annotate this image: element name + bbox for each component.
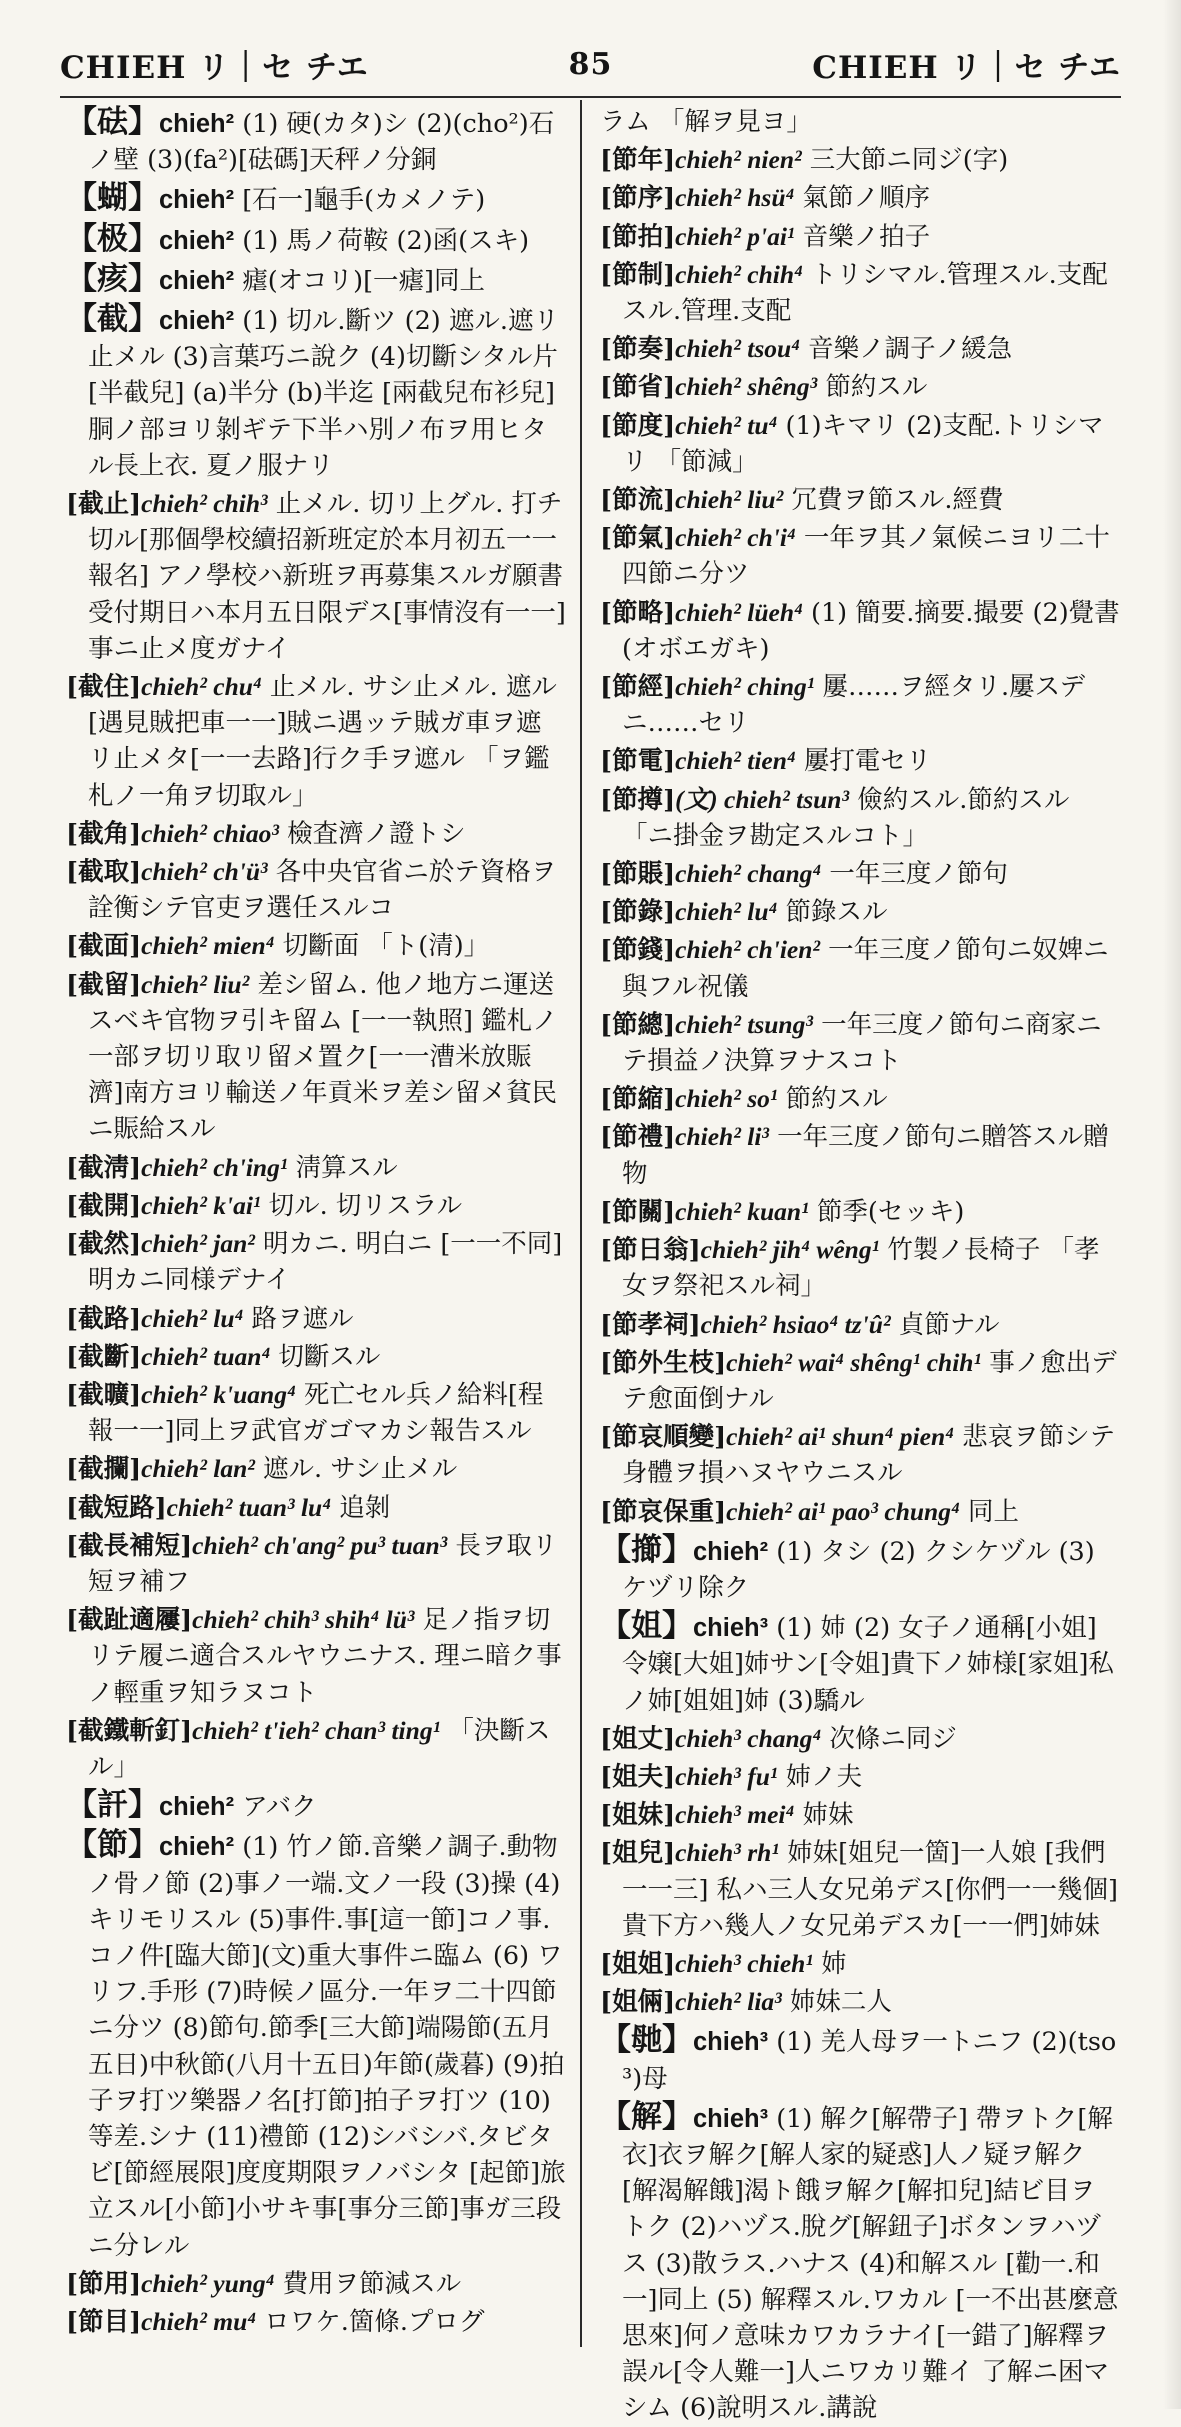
entry-headword: 【痎】 [66, 260, 159, 297]
entry-romanization: chieh² shêng³ [675, 372, 818, 402]
dictionary-entry [66, 1787, 566, 1825]
entry-headword: [姐兒] [600, 1838, 676, 1869]
entry-headword: [截趾適屨] [66, 1605, 193, 1636]
header-rule [60, 96, 1121, 98]
dictionary-entry [600, 142, 1120, 178]
entry-definition: 次條ニ同ジ [821, 1723, 957, 1754]
entry-definition: (1)キマリ (2)支配.トリシマリ 「節減」 [622, 410, 1104, 477]
dictionary-entry [600, 1797, 1120, 1833]
dictionary-entry [600, 1532, 1120, 1606]
entry-romanization: chieh² ai¹ pao³ chung⁴ [726, 1496, 960, 1526]
entry-romanization: chieh³ fu¹ [675, 1761, 778, 1791]
entry-romanization: chieh² lan² [141, 1454, 255, 1484]
dictionary-entry [600, 1232, 1120, 1304]
entry-romanization: chieh² ch'ien² [675, 935, 821, 965]
entry-definition: 遮ル. サシ止メル [254, 1454, 458, 1485]
entry-headword: [截角] [66, 818, 142, 849]
dictionary-entry [66, 1490, 566, 1526]
entry-definition: 檢査濟ノ證トシ [278, 818, 466, 849]
entry-definition: 節約スル [777, 1084, 888, 1115]
entry-headword: [截然] [66, 1229, 142, 1260]
entry-headword: [節撙] [600, 784, 676, 815]
dictionary-entry [66, 1339, 566, 1375]
entry-romanization: (文) chieh² tsun³ [675, 784, 850, 814]
entry-definition: (1) 竹ノ節.音樂ノ調子.動物ノ骨ノ節 (2)事ノ一端.文ノ一段 (3)操 (4)キリモリスル (5)事件.事[這一節]コノ事.コノ件[臨大節](文)重大事件ニ臨ム (6) ワリフ.手形 (7)時候ノ區分.一年ヲ二十四節ニ分ツ (8)節句.節季[三大節]端陽節(五月五日)中秋節(八月十五日)年節(歲暮) (9)拍子ヲ打ツ樂器ノ名[打節]拍子ヲ打ツ (10)等差.シナ (11)禮節 (12)シバシバ.タビタビ[節經展限]度度期限ヲノバシタ [起節]旅立スル[小節]小サキ事[事分三節]事ガ三段ニ分レル [88, 1832, 566, 2261]
entry-romanization: chieh² [159, 110, 235, 138]
entry-definition: (1) 硬(カタ)シ (2)(cho²)石ノ壁 (3)(fa²)[砝碼]天秤ノ分銅 [88, 109, 555, 176]
dictionary-entry [66, 1713, 566, 1785]
entry-headword: [節制] [600, 259, 676, 290]
dictionary-entry [600, 219, 1120, 255]
entry-definition: (1) 姉 (2) 女子ノ通稱[小姐]令嬢[大姐]姉サン[令姐]貴下ノ姉様[家姐]私ノ姉[姐姐]姉 (3)驕ル [622, 1613, 1114, 1716]
entry-romanization: chieh² tsung³ [675, 1009, 814, 1039]
entry-headword: 【姐】 [600, 1608, 693, 1645]
entry-romanization: chieh² lia³ [675, 1987, 782, 2017]
dictionary-entry [66, 1150, 566, 1186]
entry-headword: [截攔] [66, 1454, 142, 1485]
entry-definition: 死亡セル兵ノ給料[程報一一]同上ヲ武官ガゴマカシ報告スル [88, 1379, 544, 1447]
entry-headword: [節年] [600, 145, 676, 176]
entry-romanization: chieh² ai¹ shun⁴ pien⁴ [726, 1422, 955, 1452]
entry-definition: 長ヲ取リ短ヲ補フ [88, 1530, 558, 1597]
dictionary-entry [600, 1307, 1120, 1343]
entry-definition: 姉妹 [794, 1800, 854, 1831]
entry-romanization: chieh² so¹ [675, 1084, 778, 1114]
dictionary-entry [66, 1188, 566, 1224]
entry-romanization: chieh² ching¹ [675, 672, 815, 702]
entry-headword: 【訐】 [66, 1787, 159, 1824]
entry-romanization: chieh² [159, 226, 235, 255]
entry-definition: 儉約スル.節約スル 「ニ掛金ヲ勘定スルコト」 [622, 784, 1070, 851]
entry-romanization: chieh² chiao³ [141, 818, 279, 848]
dictionary-entry [66, 1827, 566, 2263]
entry-romanization: chieh³ mei⁴ [675, 1800, 795, 1830]
entry-headword: [節目] [66, 2306, 142, 2337]
entry-definition: 屢打電セリ [795, 746, 932, 777]
dictionary-entry [66, 854, 566, 926]
entry-definition: 姉ノ夫 [777, 1761, 863, 1792]
entry-headword: 【解】 [600, 2098, 693, 2135]
dictionary-entry [600, 782, 1120, 854]
entry-definition: 一年ヲ其ノ氣候ニヨリ二十四節ニ分ツ [622, 523, 1110, 590]
entry-definition: ラム 「解ヲ見ヨ」 [600, 107, 812, 137]
entry-definition: 費用ヲ節減スル [274, 2268, 462, 2299]
dictionary-entry [600, 1835, 1120, 1944]
dictionary-entry [66, 180, 566, 218]
entry-romanization: chieh² chih⁴ [675, 259, 803, 289]
entry-headword: [節奏] [600, 334, 676, 365]
entry-headword: [節錢] [600, 935, 676, 966]
entry-definition: 音樂ノ調子ノ緩急 [800, 334, 1013, 365]
dictionary-entry [600, 369, 1120, 405]
entry-headword: [節省] [600, 372, 676, 403]
entry-romanization: chieh² tuan⁴ [141, 1341, 271, 1371]
entry-headword: [截路] [66, 1303, 142, 1334]
entry-headword: [姐夫] [600, 1761, 676, 1792]
entry-headword: [節流] [600, 485, 676, 516]
entry-romanization: chieh³ [693, 2028, 769, 2057]
dictionary-entry [600, 669, 1120, 741]
entry-definition: 路ヲ遮ル [243, 1303, 354, 1334]
running-head-left: CHIEH リ｜セ チエ [60, 49, 369, 86]
dictionary-entry [600, 1721, 1120, 1757]
dictionary-entry [66, 2266, 566, 2302]
dictionary-entry [600, 932, 1120, 1004]
entry-headword: [節電] [600, 746, 676, 777]
left-column [66, 104, 566, 2349]
dictionary-entry [66, 816, 566, 852]
entry-romanization: chieh³ [693, 2104, 769, 2133]
entry-romanization: chieh² chu⁴ [141, 672, 262, 702]
entry-definition: (1) 羌人母ヲ一トニフ (2)(tso³)母 [622, 2027, 1117, 2094]
entry-headword: 【砝】 [66, 104, 159, 140]
entry-romanization: chieh² ch'ü³ [141, 857, 268, 887]
entry-romanization: chieh² tu⁴ [675, 410, 778, 440]
entry-headword: 【截】 [66, 301, 159, 338]
dictionary-entry [600, 1081, 1120, 1117]
entry-definition: 節約スル [817, 372, 928, 403]
entry-definition: 音樂ノ拍子 [794, 221, 931, 252]
entry-romanization: chieh² liu² [675, 485, 784, 515]
entry-definition: 切斷面 「ト(清)」 [274, 931, 490, 962]
dictionary-entry [66, 2304, 566, 2340]
entry-definition: 冗費ヲ節スル.經費 [783, 485, 1004, 516]
entry-definition: 止メル. 切リ上グル. 打チ切ル[那個學校續招新班定於本月初五一一報名] アノ學校ハ新班ヲ再募集スルガ願書受付期日ハ本月五日限デス[事情沒有一一]事ニ止メ度ガナイ [88, 489, 566, 664]
entry-definition: 「決斷スル」 [88, 1715, 551, 1782]
entry-headword: [節賬] [600, 859, 676, 890]
entry-romanization: chieh² [159, 1833, 235, 1862]
entry-romanization: chieh² [159, 1793, 235, 1822]
entry-headword: [節用] [66, 2268, 142, 2299]
dictionary-entry [600, 1608, 1120, 1719]
dictionary-entry [600, 743, 1120, 779]
dictionary-entry [600, 257, 1120, 329]
entry-headword: [截取] [66, 857, 142, 888]
entry-definition: 節季(セッキ) [808, 1196, 965, 1227]
entry-romanization: chieh² li³ [675, 1122, 770, 1152]
entry-definition: 竹製ノ長椅子 「孝女ヲ祭祀スル祠」 [622, 1235, 1100, 1302]
entry-definition: アバク [234, 1792, 317, 1823]
entry-romanization: chieh² k'uang⁴ [141, 1379, 296, 1409]
running-head-right: CHIEH リ｜セ チエ [812, 49, 1121, 86]
dictionary-entry [66, 104, 566, 178]
entry-headword: [節關] [600, 1196, 676, 1227]
entry-romanization: chieh² liu² [141, 969, 250, 999]
entry-definition: 屢……ヲ經タリ.屢スデニ……セリ [622, 672, 1086, 739]
entry-headword: [姐姐] [600, 1948, 676, 1979]
entry-headword: 【毑】 [600, 2022, 693, 2059]
dictionary-entry [600, 104, 1120, 140]
entry-headword: [姐丈] [600, 1723, 676, 1754]
page-number: 85 [568, 46, 613, 82]
entry-definition: (1) 切ル.斷ツ (2) 遮ル.遮リ止メル (3)言葉巧ニ說ク (4)切斷シタル片 [半截兒] (a)半分 (b)半迄 [兩截兒布衫兒]胴ノ部ヨリ剝ギテ下半ハ別ノ布ヲ用ヒタル長上衣. 夏ノ服ナリ [88, 306, 559, 481]
entry-romanization: chieh² t'ieh² chan³ ting¹ [192, 1715, 441, 1745]
entry-definition: 止メル. サシ止メル. 遮ル[遇見賊把車一一]賊ニ遇ッテ賊ガ車ヲ遮リ止メタ[一一去路]行ク手ヲ遮ル 「ヲ鑑札ノ一角ヲ切取ル」 [88, 672, 557, 811]
dictionary-entry [600, 1194, 1120, 1230]
entry-definition: 一年三度ノ節句ニ贈答スル贈物 [622, 1122, 1109, 1189]
entry-definition: 悲哀ヲ節シテ身體ヲ損ハヌヤウニスル [622, 1422, 1116, 1489]
entry-headword: [節略] [600, 597, 676, 628]
dictionary-entry [66, 486, 566, 667]
entry-romanization: chieh³ [693, 1614, 769, 1643]
entry-headword: 【极】 [66, 220, 159, 257]
dictionary-entry [66, 1226, 566, 1298]
dictionary-entry [66, 1602, 566, 1711]
entry-romanization: chieh² ch'ing¹ [141, 1152, 288, 1182]
right-column [600, 104, 1120, 2424]
entry-romanization: chieh² [159, 307, 235, 336]
entry-headword: [節氣] [600, 523, 676, 554]
entry-definition: 貞節ナル [890, 1309, 1000, 1340]
entry-headword: [截面] [66, 931, 142, 962]
entry-definition: 差シ留ム. 他ノ地方ニ運送スベキ官物ヲ引キ留ム [一一執照] 鑑札ノ一部ヲ切リ取リ留メ置ク[一一漕米放賑濟]南方ヨリ輸送ノ年貢米ヲ差シ留メ貧民ニ賑給スル [88, 969, 558, 1145]
entry-headword: 【蝴】 [66, 180, 159, 217]
dictionary-entry [66, 261, 566, 299]
dictionary-entry [66, 1301, 566, 1337]
entry-romanization: chieh³ chieh¹ [675, 1948, 813, 1978]
entry-headword: [截鐵斬釘] [66, 1715, 193, 1746]
entry-headword: [截開] [66, 1190, 142, 1221]
entry-definition: トリシマル.管理スル.支配スル.管理.支配 [622, 259, 1108, 327]
entry-romanization: chieh² hsü⁴ [675, 183, 795, 213]
dictionary-entry [600, 894, 1120, 930]
entry-headword: [節序] [600, 183, 676, 214]
dictionary-entry [600, 1984, 1120, 2020]
entry-definition: 同上 [959, 1496, 1019, 1527]
entry-definition: (1) 馬ノ荷鞍 (2)函(スキ) [234, 225, 530, 256]
entry-definition: 追剝 [331, 1492, 391, 1523]
entry-headword: [截留] [66, 969, 142, 1000]
dictionary-entry [600, 2099, 1120, 2427]
entry-romanization: chieh² jan² [141, 1229, 255, 1259]
dictionary-entry [66, 1451, 566, 1487]
entry-definition: 切斷スル [270, 1341, 381, 1372]
entry-headword: [節錄] [600, 897, 676, 928]
dictionary-entry [600, 520, 1120, 592]
entry-romanization: chieh² ch'i⁴ [675, 523, 796, 553]
dictionary-entry [600, 1007, 1120, 1079]
entry-headword: [截長補短] [66, 1530, 193, 1561]
entry-romanization: chieh² tsou⁴ [675, 334, 801, 364]
dictionary-entry [66, 669, 566, 814]
entry-romanization: chieh² chang⁴ [675, 859, 822, 889]
dictionary-entry [600, 180, 1120, 216]
entry-headword: [節日翁] [600, 1235, 701, 1266]
entry-romanization: chieh² mien⁴ [141, 931, 275, 961]
entry-headword: [節哀保重] [600, 1496, 727, 1527]
entry-headword: [節拍] [600, 221, 676, 252]
entry-headword: 【擳】 [600, 1531, 693, 1568]
dictionary-entry [600, 1119, 1120, 1191]
entry-headword: [截淸] [66, 1152, 142, 1183]
entry-definition: 切ル. 切リスラル [260, 1190, 463, 1221]
entry-romanization: chieh² [159, 266, 235, 295]
entry-romanization: chieh² p'ai¹ [675, 221, 795, 251]
dictionary-entry [600, 595, 1120, 667]
entry-definition: 足ノ指ヲ切リテ履ニ適合スルヤウニナス. 理ニ暗ク事ノ輕重ヲ知ラヌコト [88, 1605, 562, 1708]
entry-definition: [石一]龜手(カメノテ) [234, 185, 486, 216]
entry-romanization: chieh³ rh¹ [675, 1838, 779, 1868]
entry-romanization: chieh² kuan¹ [675, 1196, 809, 1226]
entry-definition: 瘧(オコリ)[一瘧]同上 [234, 265, 485, 296]
entry-romanization: chieh² jih⁴ wêng¹ [700, 1235, 880, 1265]
dictionary-entry [600, 331, 1120, 367]
dictionary-entry [600, 1419, 1120, 1491]
entry-headword: [截斷] [66, 1341, 142, 1372]
entry-headword: [節禮] [600, 1122, 676, 1153]
entry-romanization: chieh² chih³ shih⁴ lü³ [192, 1605, 415, 1635]
dictionary-entry [600, 408, 1120, 480]
dictionary-entry [600, 482, 1120, 518]
entry-definition: 三大節ニ同ジ(字) [801, 145, 1009, 176]
dictionary-entry [600, 2022, 1120, 2096]
entry-headword: [節外生枝] [600, 1347, 727, 1378]
dictionary-entry [66, 967, 566, 1148]
entry-romanization: chieh² lüeh⁴ [675, 597, 803, 627]
entry-definition: 節錄スル [777, 897, 888, 928]
entry-headword: [截曠] [66, 1379, 142, 1410]
entry-headword: [截止] [66, 489, 142, 520]
entry-definition: 淸算スル [287, 1152, 398, 1183]
dictionary-entry [600, 1494, 1120, 1530]
entry-romanization: chieh² ch'ang² pu³ tuan³ [192, 1530, 448, 1560]
entry-definition: (1) タシ (2) クシケヅル (3)ケヅリ除ク [622, 1536, 1095, 1603]
entry-definition: (1) 解ク[解帶子] 帶ヲトク[解衣]衣ヲ解ク[解人家的疑惑]人ノ疑ヲ解ク[解渴解餓]渴ト餓ヲ解ク[解扣兒]結ビ目ヲトク (2)ハヅス.脫グ[解鈕子]ボタンヲハヅス (3)散ラス.ハナス (4)和解スル [勸一.和一]同上 (5) 解釋スル.ワカル [一不出甚麼意思來]何ノ意味カワカラナイ[一錯了]解釋ヲ誤ル[令人難一]人ニワカリ難イ 了解ニ困マシム (6)說明スル.講說 [622, 2103, 1119, 2424]
entry-romanization: chieh² [159, 186, 235, 215]
entry-romanization: chieh³ chang⁴ [675, 1723, 822, 1753]
entry-definition: (1) 簡要.摘要.撮要 (2)覺書(オボエガキ) [622, 597, 1120, 664]
dictionary-entry [66, 221, 566, 259]
entry-romanization: chieh² hsiao⁴ tz'û² [700, 1309, 891, 1339]
dictionary-entry [66, 928, 566, 964]
entry-definition: 事ノ愈出デテ愈面倒ナル [622, 1347, 1117, 1414]
entry-definition: 一年三度ノ節句ニ奴婢ニ與フル祝儀 [622, 935, 1109, 1002]
entry-romanization: chieh² wai⁴ shêng¹ chih¹ [726, 1347, 982, 1377]
entry-headword: [節孝祠] [600, 1309, 701, 1340]
dictionary-entry [66, 1528, 566, 1600]
entry-headword: 【節】 [66, 1827, 159, 1864]
entry-definition: 姉妹[姐兒一箇]一人娘 [我們一一三] 私ハ三人女兄弟デス[你們一一幾個]貴下方ハ幾人ノ女兄弟デスカ[一一們]姉妹 [622, 1838, 1118, 1941]
entry-romanization: chieh² tuan³ lu⁴ [166, 1492, 332, 1522]
entry-definition: 姉妹二人 [781, 1987, 892, 2018]
dictionary-entry [66, 1377, 566, 1449]
entry-romanization: chieh² yung⁴ [141, 2268, 275, 2298]
entry-definition: 各中央官省ニ於テ資格ヲ詮衡シテ官吏ヲ選任スルコ [88, 857, 557, 924]
entry-romanization: chieh² lu⁴ [141, 1303, 244, 1333]
entry-headword: [姐倆] [600, 1987, 676, 2018]
entry-definition: 一年三度ノ節句ニ商家ニテ損益ノ決算ヲナスコト [622, 1009, 1102, 1077]
entry-definition: 氣節ノ順序 [794, 183, 931, 214]
entry-definition: 姉 [812, 1948, 847, 1979]
entry-headword: [節總] [600, 1009, 676, 1040]
entry-romanization: chieh² k'ai¹ [141, 1190, 261, 1220]
dictionary-entry [600, 1345, 1120, 1417]
entry-definition: 一年三度ノ節句 [821, 859, 1008, 890]
entry-romanization: chieh² mu⁴ [141, 2306, 257, 2336]
column-divider [580, 100, 582, 2347]
entry-romanization: chieh² tien⁴ [675, 746, 796, 776]
entry-romanization: chieh² [693, 1537, 769, 1566]
entry-romanization: chieh² nien² [675, 145, 802, 175]
dictionary-entry [66, 301, 566, 484]
dictionary-entry [600, 1759, 1120, 1795]
dictionary-entry [600, 1946, 1120, 1982]
dictionary-entry [600, 856, 1120, 892]
entry-headword: [節哀順變] [600, 1422, 727, 1453]
entry-headword: [節經] [600, 672, 676, 703]
entry-definition: ロワケ.箇條.プログ [256, 2306, 485, 2337]
entry-headword: [節縮] [600, 1084, 676, 1115]
running-head [60, 34, 1121, 94]
page-edge-shadow [1163, 0, 1181, 2409]
entry-headword: [截住] [66, 672, 142, 703]
entry-headword: [節度] [600, 410, 676, 441]
entry-headword: [截短路] [66, 1492, 167, 1523]
entry-definition: 明カニ. 明白ニ [一一不同] 明カニ同様デナイ [88, 1229, 563, 1296]
entry-romanization: chieh² chih³ [141, 489, 268, 519]
entry-headword: [姐妹] [600, 1800, 676, 1831]
entry-romanization: chieh² lu⁴ [675, 897, 778, 927]
